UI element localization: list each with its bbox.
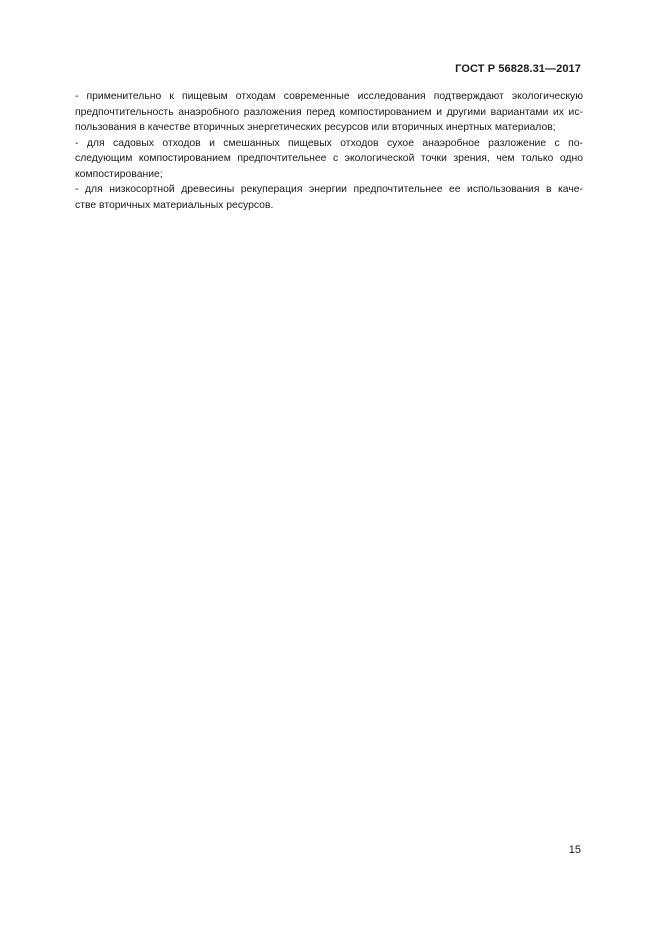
paragraph-line-3: пользования в качестве вторичных энергетических ресурсов или вторичных инертных материалов; — [75, 122, 556, 133]
paragraph-line-1: - применительно к пищевым отходам современные исследования подтверждают экологическую — [75, 91, 583, 102]
paragraph-line-2: предпочтительность анаэробного разложения перед компостированием и другими вариантами их ис- — [75, 106, 583, 118]
paragraph-line-2: следующим компостированием предпочтительнее с экологической точки зрения, чем только одно — [75, 153, 583, 164]
paragraph-line-1: - для садовых отходов и смешанных пищевых отходов сухое анаэробное разложение с по- — [75, 137, 583, 149]
paragraph-line-3: компостирование; — [75, 168, 163, 180]
document-code-header: ГОСТ Р 56828.31—2017 — [455, 63, 581, 75]
document-text — [75, 89, 583, 213]
paragraph-line-1: - для низкосортной древесины рекуперация энергии предпочтительнее ее использования в каче- — [75, 184, 583, 195]
paragraph-line-2: стве вторичных материальных ресурсов. — [75, 199, 274, 211]
paragraph-low-grade-wood — [75, 182, 583, 213]
paragraph-food-waste — [75, 89, 583, 136]
page-number: 15 — [568, 844, 581, 856]
paragraph-garden-waste — [75, 136, 583, 183]
